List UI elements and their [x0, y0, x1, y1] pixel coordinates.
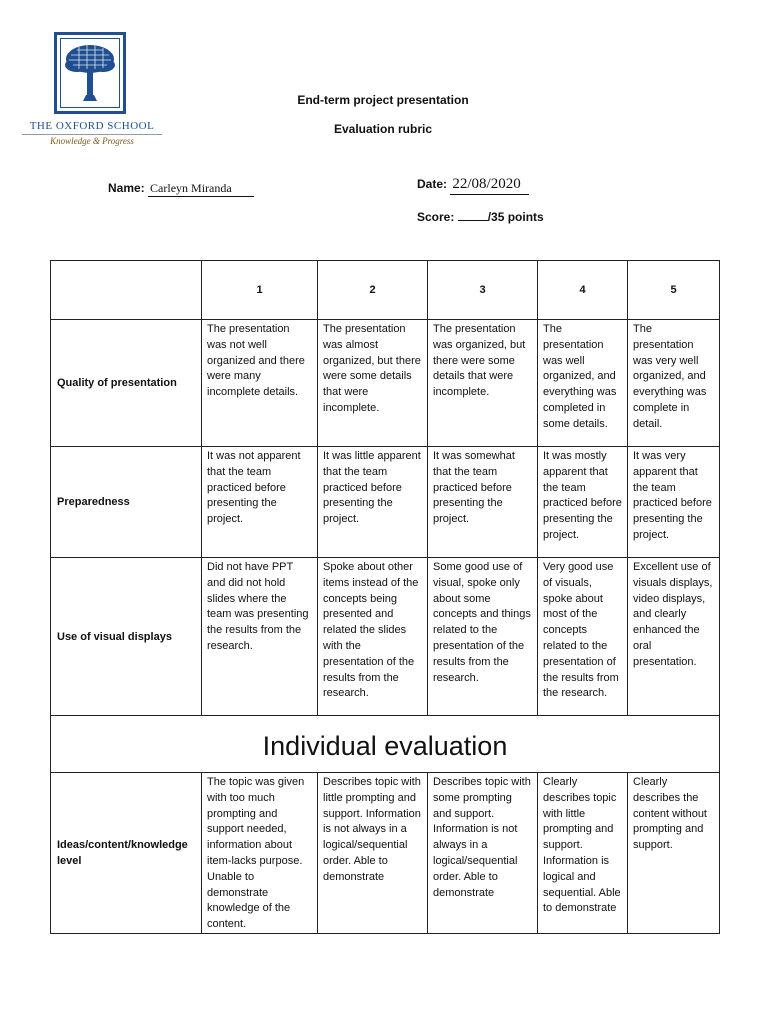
rubric-cell: The presentation was very well organized, and everything was complete in detail. — [628, 320, 720, 447]
score-suffix: /35 points — [487, 210, 544, 224]
criterion-label: Quality of presentation — [51, 320, 202, 447]
table-row — [51, 558, 720, 716]
score-blank — [458, 220, 488, 221]
score-field — [417, 210, 544, 224]
rubric-cell: It was somewhat that the team practiced before presenting the project. — [428, 447, 538, 558]
rubric-cell: Clearly describes topic with little prompting and support. Information is logical and sequential. Able to demonstrate — [538, 773, 628, 934]
rubric-cell: It was mostly apparent that the team practiced before presenting the project. — [538, 447, 628, 558]
criterion-label: Preparedness — [51, 447, 202, 558]
table-row — [51, 447, 720, 558]
school-tagline: Knowledge & Progress — [50, 136, 134, 146]
score-label: Score: — [417, 210, 455, 224]
name-label: Name: — [108, 181, 145, 195]
score-column-header: 3 — [428, 261, 538, 320]
school-name: THE OXFORD SCHOOL — [29, 120, 155, 132]
logo-crest — [54, 32, 126, 114]
date-value: 22/08/2020 — [450, 176, 528, 195]
score-column-header: 4 — [538, 261, 628, 320]
rubric-cell: Excellent use of visuals displays, video displays, and clearly enhanced the oral presentation. — [628, 558, 720, 716]
header-corner — [51, 261, 202, 320]
section-title: Individual evaluation — [51, 716, 720, 773]
rubric-cell: Did not have PPT and did not hold slides where the team was presenting the results from the research. — [202, 558, 318, 716]
score-column-header: 1 — [202, 261, 318, 320]
criterion-label: Ideas/content/knowledge level — [51, 773, 202, 934]
rubric-cell: It was not apparent that the team practiced before presenting the project. — [202, 447, 318, 558]
table-row — [51, 773, 720, 934]
tree-icon — [61, 39, 119, 109]
score-column-header: 2 — [318, 261, 428, 320]
rubric-cell: The presentation was well organized, and everything was completed in some details. — [538, 320, 628, 447]
date-label: Date: — [417, 177, 448, 191]
document-subtitle: Evaluation rubric — [333, 122, 433, 136]
rubric-cell: Describes topic with some prompting and support. Information is not always in a logical/sequential order. Able to demonstrate — [428, 773, 538, 934]
rubric-table — [50, 260, 720, 934]
rubric-cell: The presentation was almost organized, but there were some details that were incomplete. — [318, 320, 428, 447]
table-header-row — [51, 261, 720, 320]
date-field — [417, 176, 529, 195]
rubric-cell: The topic was given with too much prompting and support needed, information about item-lacks purpose. Unable to demonstrate knowledge of the content. — [202, 773, 318, 934]
rubric-cell: Spoke about other items instead of the concepts being presented and related the slides with the presentation of the results from the research. — [318, 558, 428, 716]
document-title: End-term project presentation — [297, 93, 469, 107]
rubric-cell: It was little apparent that the team practiced before presenting the project. — [318, 447, 428, 558]
score-column-header: 5 — [628, 261, 720, 320]
rubric-cell: It was very apparent that the team practiced before presenting the project. — [628, 447, 720, 558]
rubric-cell: Clearly describes the content without prompting and support. — [628, 773, 720, 934]
name-value: Carleyn Miranda — [148, 181, 254, 197]
rubric-cell: The presentation was not well organized and there were many incomplete details. — [202, 320, 318, 447]
section-row — [51, 716, 720, 773]
rubric-cell: Some good use of visual, spoke only about some concepts and things related to the presentation of the results from the research. — [428, 558, 538, 716]
table-row — [51, 320, 720, 447]
criterion-label: Use of visual displays — [51, 558, 202, 716]
rubric-cell: Very good use of visuals, spoke about most of the concepts related to the presentation of the results from the research. — [538, 558, 628, 716]
name-field — [108, 181, 254, 197]
rubric-cell: Describes topic with little prompting and support. Information is not always in a logical/sequential order. Able to demonstrate — [318, 773, 428, 934]
rubric-cell: The presentation was organized, but there were some details that were incomplete. — [428, 320, 538, 447]
school-logo — [22, 28, 162, 153]
